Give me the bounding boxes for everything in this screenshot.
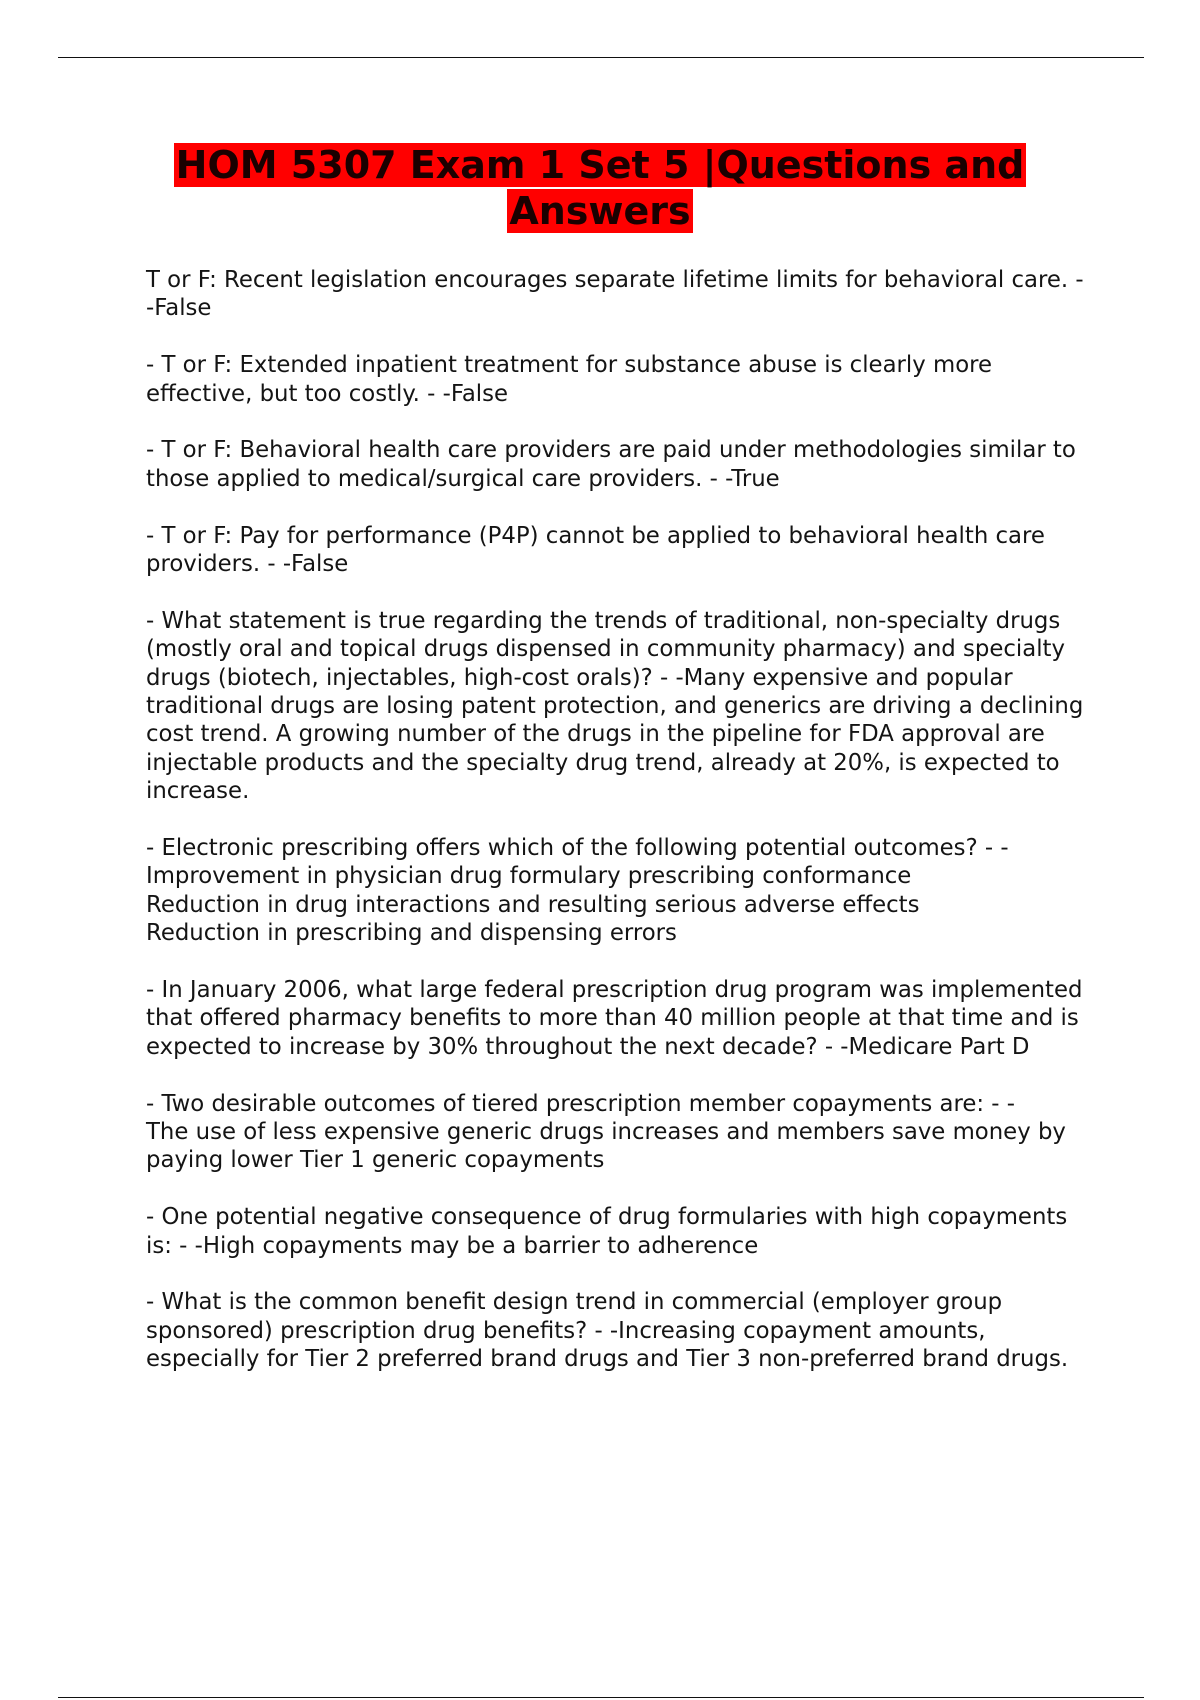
header-rule xyxy=(58,57,1144,58)
qa-item-6: - Electronic prescribing offers which of the following potential outcomes? - - Improvement in physician drug formulary prescribing conformance Reduction in drug interactions and resulting serious adverse effects Reduction in prescribing and dispensing errors xyxy=(146,835,1009,947)
footer-rule xyxy=(58,1697,1144,1698)
qa-item-4: - T or F: Pay for performance (P4P) cannot be applied to behavioral health care providers. - -False xyxy=(146,522,1045,578)
qa-list xyxy=(146,266,1096,1402)
qa-item-1: T or F: Recent legislation encourages separate lifetime limits for behavioral care. - -False xyxy=(146,267,1084,322)
qa-item-7: - In January 2006, what large federal prescription drug program was implemented that offered pharmacy benefits to more than 40 million people at that time and is expected to increase by 30% throughout the next decade? - -Medicare Part D xyxy=(146,977,1083,1060)
qa-item-9: - One potential negative consequence of drug formularies with high copayments is: - -High copayments may be a barrier to adherence xyxy=(146,1204,1068,1259)
qa-item-8: - Two desirable outcomes of tiered prescription member copayments are: - - The use of less expensive generic drugs increases and members save money by paying lower Tier 1 generic copayments xyxy=(146,1090,1066,1174)
document-title xyxy=(100,142,1100,234)
qa-item-3: - T or F: Behavioral health care providers are paid under methodologies similar to those applied to medical/surgical care providers. - -True xyxy=(146,437,1076,492)
document-title-text: HOM 5307 Exam 1 Set 5 |Questions and Answers xyxy=(175,143,1025,233)
qa-item-5: - What statement is true regarding the trends of traditional, non-specialty drugs (mostly oral and topical drugs dispensed in community pharmacy) and specialty drugs (biotech, injectables, high-cost orals)? - -Many expensive and popular traditional drugs are losing patent protection, and generics are driving a declining cost trend. A growing number of the drugs in the pipeline for FDA approval are injectable products and the specialty drug trend, already at 20%, is expected to increase. xyxy=(146,607,1084,805)
qa-item-10: - What is the common benefit design trend in commercial (employer group sponsored) prescription drug benefits? - -Increasing copayment amounts, especially for Tier 2 preferred brand drugs and Tier 3 non-preferred brand drugs. xyxy=(146,1289,1069,1373)
qa-item-2: - T or F: Extended inpatient treatment for substance abuse is clearly more effective, but too costly. - -False xyxy=(146,352,993,407)
